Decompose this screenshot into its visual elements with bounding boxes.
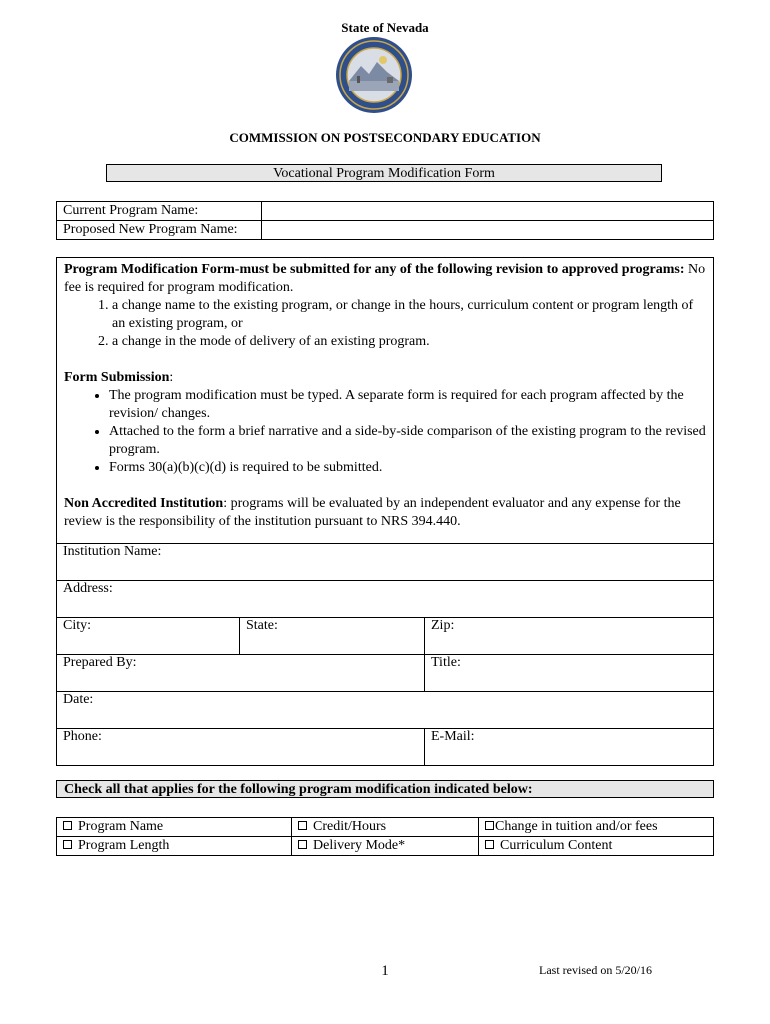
- city-field[interactable]: City:: [57, 618, 240, 655]
- program-names-table: [56, 201, 714, 240]
- submission-list: [64, 387, 707, 477]
- submission-colon: :: [169, 370, 174, 385]
- intro-bold: Program Modification Form-must be submitted for any of the following revision to approved programs:: [64, 262, 685, 277]
- form-title: Vocational Program Modification Form: [106, 164, 662, 182]
- state-field[interactable]: State:: [240, 618, 425, 655]
- modification-checkbox-table: [56, 817, 714, 856]
- revision-date: Last revised on 5/20/16: [539, 963, 652, 977]
- credit-hours-label: Credit/Hours: [313, 819, 387, 834]
- intro-rest: No fee is required for program modification.: [64, 262, 706, 295]
- program-name-option[interactable]: [57, 818, 292, 837]
- delivery-mode-label: Delivery Mode*: [313, 838, 406, 853]
- current-program-field[interactable]: [262, 202, 714, 221]
- proposed-program-field[interactable]: [262, 221, 714, 240]
- program-length-label: Program Length: [78, 838, 170, 853]
- submission-title: Form Submission: [64, 370, 170, 385]
- email-field[interactable]: E-Mail:: [425, 729, 714, 766]
- current-program-label: Current Program Name:: [57, 202, 262, 221]
- institution-fields-table: [56, 543, 714, 766]
- checkbox-icon[interactable]: [485, 821, 494, 830]
- checkbox-icon[interactable]: [63, 821, 72, 830]
- check-header: Check all that applies for the following program modification indicated below:: [56, 780, 714, 798]
- submission-item: • The program modification must be typed. A separate form is required for each program affected by the revision/ changes.: [109, 387, 707, 423]
- non-accredited-rest: : programs will be evaluated by an independent evaluator and any expense for the review is the responsibility of the institution pursuant to NRS 394.440.: [64, 496, 681, 529]
- program-length-option[interactable]: [57, 837, 292, 856]
- zip-field[interactable]: Zip:: [425, 618, 714, 655]
- commission-title: COMMISSION ON POSTSECONDARY EDUCATION: [229, 130, 541, 145]
- tuition-option[interactable]: [479, 818, 714, 837]
- curriculum-option[interactable]: [479, 837, 714, 856]
- state-title: State of Nevada: [341, 20, 429, 35]
- phone-field[interactable]: Phone:: [57, 729, 425, 766]
- delivery-mode-option[interactable]: [292, 837, 479, 856]
- tuition-label: Change in tuition and/or fees: [495, 819, 658, 834]
- curriculum-label: Curriculum Content: [500, 838, 613, 853]
- revision-list: [64, 297, 707, 351]
- institution-name-field[interactable]: Institution Name:: [57, 544, 714, 581]
- checkbox-icon[interactable]: [298, 840, 307, 849]
- revision-item: 2. a change in the mode of delivery of an existing program.: [112, 333, 707, 351]
- title-field[interactable]: Title:: [425, 655, 714, 692]
- program-name-label: Program Name: [78, 819, 164, 834]
- revision-item: 1. a change name to the existing program, or change in the hours, curriculum content or program length of an existing program, or: [112, 297, 707, 333]
- checkbox-icon[interactable]: [63, 840, 72, 849]
- non-accredited-bold: Non Accredited Institution: [64, 496, 224, 511]
- credit-hours-option[interactable]: [292, 818, 479, 837]
- prepared-by-field[interactable]: Prepared By:: [57, 655, 425, 692]
- address-field[interactable]: Address:: [57, 581, 714, 618]
- checkbox-icon[interactable]: [298, 821, 307, 830]
- submission-item: • Attached to the form a brief narrative and a side-by-side comparison of the existing program to the revised program.: [109, 423, 707, 459]
- nevada-seal-icon: [335, 36, 413, 114]
- date-field[interactable]: Date:: [57, 692, 714, 729]
- proposed-program-row: [57, 221, 714, 240]
- proposed-program-label: Proposed New Program Name:: [57, 221, 262, 240]
- current-program-row: [57, 202, 714, 221]
- submission-heading: [64, 369, 707, 387]
- checkbox-icon[interactable]: [485, 840, 494, 849]
- instructions-box: [56, 257, 714, 544]
- page-number: 1: [381, 963, 389, 979]
- intro-paragraph: [64, 261, 707, 297]
- submission-item: • Forms 30(a)(b)(c)(d) is required to be submitted.: [109, 459, 707, 477]
- non-accredited-paragraph: [64, 495, 707, 531]
